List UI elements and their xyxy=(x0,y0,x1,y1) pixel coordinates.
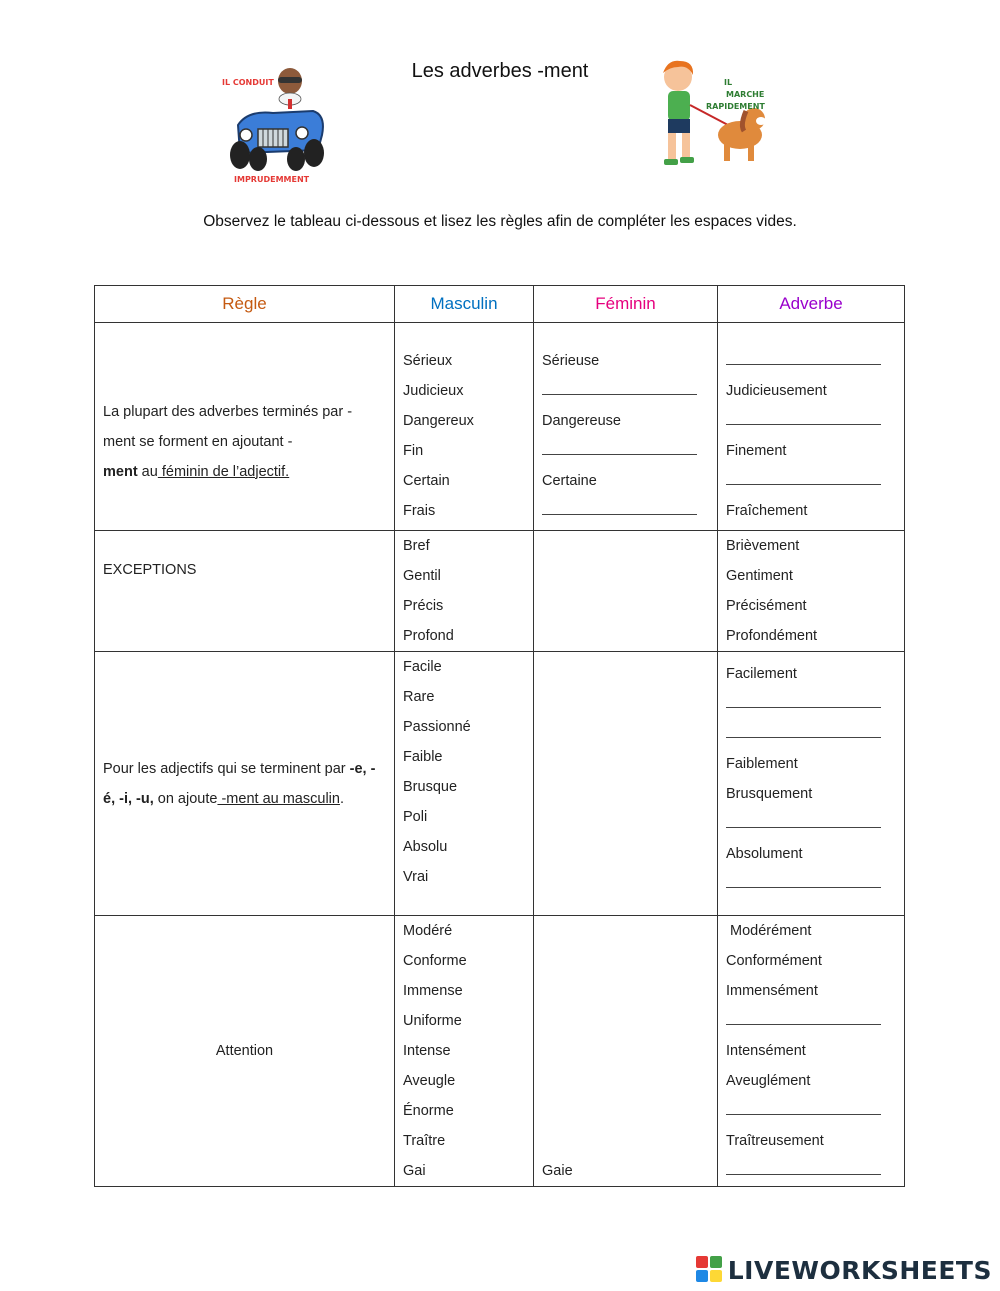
answer-blank[interactable] xyxy=(542,376,697,395)
rule-cell-masculine xyxy=(95,652,395,916)
table-header-row xyxy=(95,286,905,323)
list-item: Frais xyxy=(403,503,436,519)
masculin-cell xyxy=(395,652,534,916)
list-item: Immense xyxy=(403,983,463,999)
list-item: Modéré xyxy=(403,923,453,939)
answer-blank[interactable] xyxy=(542,436,697,455)
list-item: Certain xyxy=(403,473,450,489)
list-item: Précis xyxy=(403,598,444,614)
list-item: Dangereux xyxy=(403,413,474,429)
list-item: Fin xyxy=(403,443,424,459)
header-adverbe: Adverbe xyxy=(718,286,905,323)
list-item: Rare xyxy=(403,689,435,705)
boy-dog-illustration xyxy=(648,55,778,185)
rule-cell-feminine xyxy=(95,323,395,531)
list-item: Aveugle xyxy=(403,1073,456,1089)
list-item: Aveuglément xyxy=(726,1073,811,1089)
header-masculin: Masculin xyxy=(395,286,534,323)
feminin-cell xyxy=(534,531,718,652)
list-item: Brièvement xyxy=(726,538,800,554)
answer-blank[interactable] xyxy=(726,689,881,708)
list-item: Gaie xyxy=(542,1163,573,1179)
answer-blank[interactable] xyxy=(726,1156,881,1175)
feminin-cell xyxy=(534,323,718,531)
answer-blank[interactable] xyxy=(726,719,881,738)
list-item: Finement xyxy=(726,443,787,459)
list-item: Facile xyxy=(403,659,442,675)
adverbe-cell xyxy=(718,916,905,1187)
list-item: Brusque xyxy=(403,779,458,795)
rule3-bold1: -e, - xyxy=(349,760,376,777)
list-item: Judicieusement xyxy=(726,383,827,399)
list-item: Poli xyxy=(403,809,428,825)
list-item: Traîtreusement xyxy=(726,1133,824,1149)
answer-blank[interactable] xyxy=(726,346,881,365)
list-item: Faiblement xyxy=(726,756,798,772)
list-item: Vrai xyxy=(403,869,429,885)
rule3-underline: -ment au masculin xyxy=(217,790,340,807)
answer-blank[interactable] xyxy=(726,406,881,425)
list-item: Brusquement xyxy=(726,786,813,802)
rule3-end: . xyxy=(339,790,344,807)
list-item: Énorme xyxy=(403,1103,454,1119)
masculin-cell xyxy=(395,531,534,652)
left-image-top-text: IL CONDUIT xyxy=(222,78,274,87)
list-item: Conforme xyxy=(403,953,467,969)
rule3-bold2: é, -i, -u, xyxy=(103,790,154,807)
instructions: Observez le tableau ci-dessous et lisez les règles afin de compléter les espaces vides. xyxy=(203,213,797,230)
list-item: Facilement xyxy=(726,666,797,682)
feminin-cell xyxy=(534,916,718,1187)
list-item: Absolu xyxy=(403,839,448,855)
answer-blank[interactable] xyxy=(726,809,881,828)
right-image-line3: RAPIDEMENT xyxy=(706,102,765,111)
rule1-bold: ment xyxy=(103,463,138,480)
list-item: Immensément xyxy=(726,983,818,999)
list-item: Modérément xyxy=(726,923,812,939)
list-item: Bref xyxy=(403,538,430,554)
list-item: Traître xyxy=(403,1133,446,1149)
rule-cell-exceptions xyxy=(95,531,395,652)
list-item: Faible xyxy=(403,749,443,765)
list-item: Judicieux xyxy=(403,383,464,399)
rule-cell-attention xyxy=(95,916,395,1187)
list-item: Uniforme xyxy=(403,1013,462,1029)
list-item: Fraîchement xyxy=(726,503,808,519)
list-item: Conformément xyxy=(726,953,822,969)
logo-text: LIVEWORKSHEETS xyxy=(727,1255,992,1285)
rule3-mid: on ajoute xyxy=(153,790,218,807)
masculin-cell xyxy=(395,323,534,531)
rule4-text: Attention xyxy=(215,1043,274,1059)
right-image-line2: MARCHE xyxy=(726,90,765,99)
adverbe-cell xyxy=(718,531,905,652)
answer-blank[interactable] xyxy=(542,496,697,515)
liveworksheets-logo[interactable] xyxy=(696,1254,992,1286)
rule1-mid: au xyxy=(137,463,158,480)
table-row xyxy=(95,652,905,916)
header-regle: Règle xyxy=(95,286,395,323)
rule1-line2: ment se forment en ajoutant - xyxy=(103,433,293,450)
masculin-cell xyxy=(395,916,534,1187)
list-item: Gai xyxy=(403,1163,426,1179)
list-item: Passionné xyxy=(403,719,471,735)
adverbe-cell xyxy=(718,323,905,531)
rule1-underline: féminin de l’adjectif. xyxy=(157,463,290,480)
answer-blank[interactable] xyxy=(726,869,881,888)
list-item: Absolument xyxy=(726,846,803,862)
car-driver-illustration xyxy=(218,55,330,187)
liveworksheets-mark-icon xyxy=(696,1256,724,1284)
list-item: Profondément xyxy=(726,628,818,644)
answer-blank[interactable] xyxy=(726,1006,881,1025)
table-row xyxy=(95,531,905,652)
list-item: Gentil xyxy=(403,568,441,584)
list-item: Gentiment xyxy=(726,568,793,584)
answer-blank[interactable] xyxy=(726,466,881,485)
list-item: Intense xyxy=(403,1043,451,1059)
rule3-line1: Pour les adjectifs qui se terminent par xyxy=(103,760,350,777)
table-row xyxy=(95,323,905,531)
table-row xyxy=(95,916,905,1187)
list-item: Précisément xyxy=(726,598,807,614)
adverbe-cell xyxy=(718,652,905,916)
adverbs-table xyxy=(94,285,905,1187)
list-item: Sérieux xyxy=(403,353,453,369)
list-item: Profond xyxy=(403,628,454,644)
list-item: Intensément xyxy=(726,1043,806,1059)
list-item: Dangereuse xyxy=(542,413,621,429)
feminin-cell xyxy=(534,652,718,916)
right-image-line1: IL xyxy=(724,78,733,87)
answer-blank[interactable] xyxy=(726,1096,881,1115)
rule2-text: EXCEPTIONS xyxy=(103,562,197,578)
left-image-bottom-text: IMPRUDEMMENT xyxy=(234,175,310,184)
rule1-line1: La plupart des adverbes terminés par - xyxy=(103,403,353,420)
list-item: Certaine xyxy=(542,473,597,489)
list-item: Sérieuse xyxy=(542,353,600,369)
page-title: Les adverbes -ment xyxy=(411,60,589,82)
header-feminin: Féminin xyxy=(534,286,718,323)
